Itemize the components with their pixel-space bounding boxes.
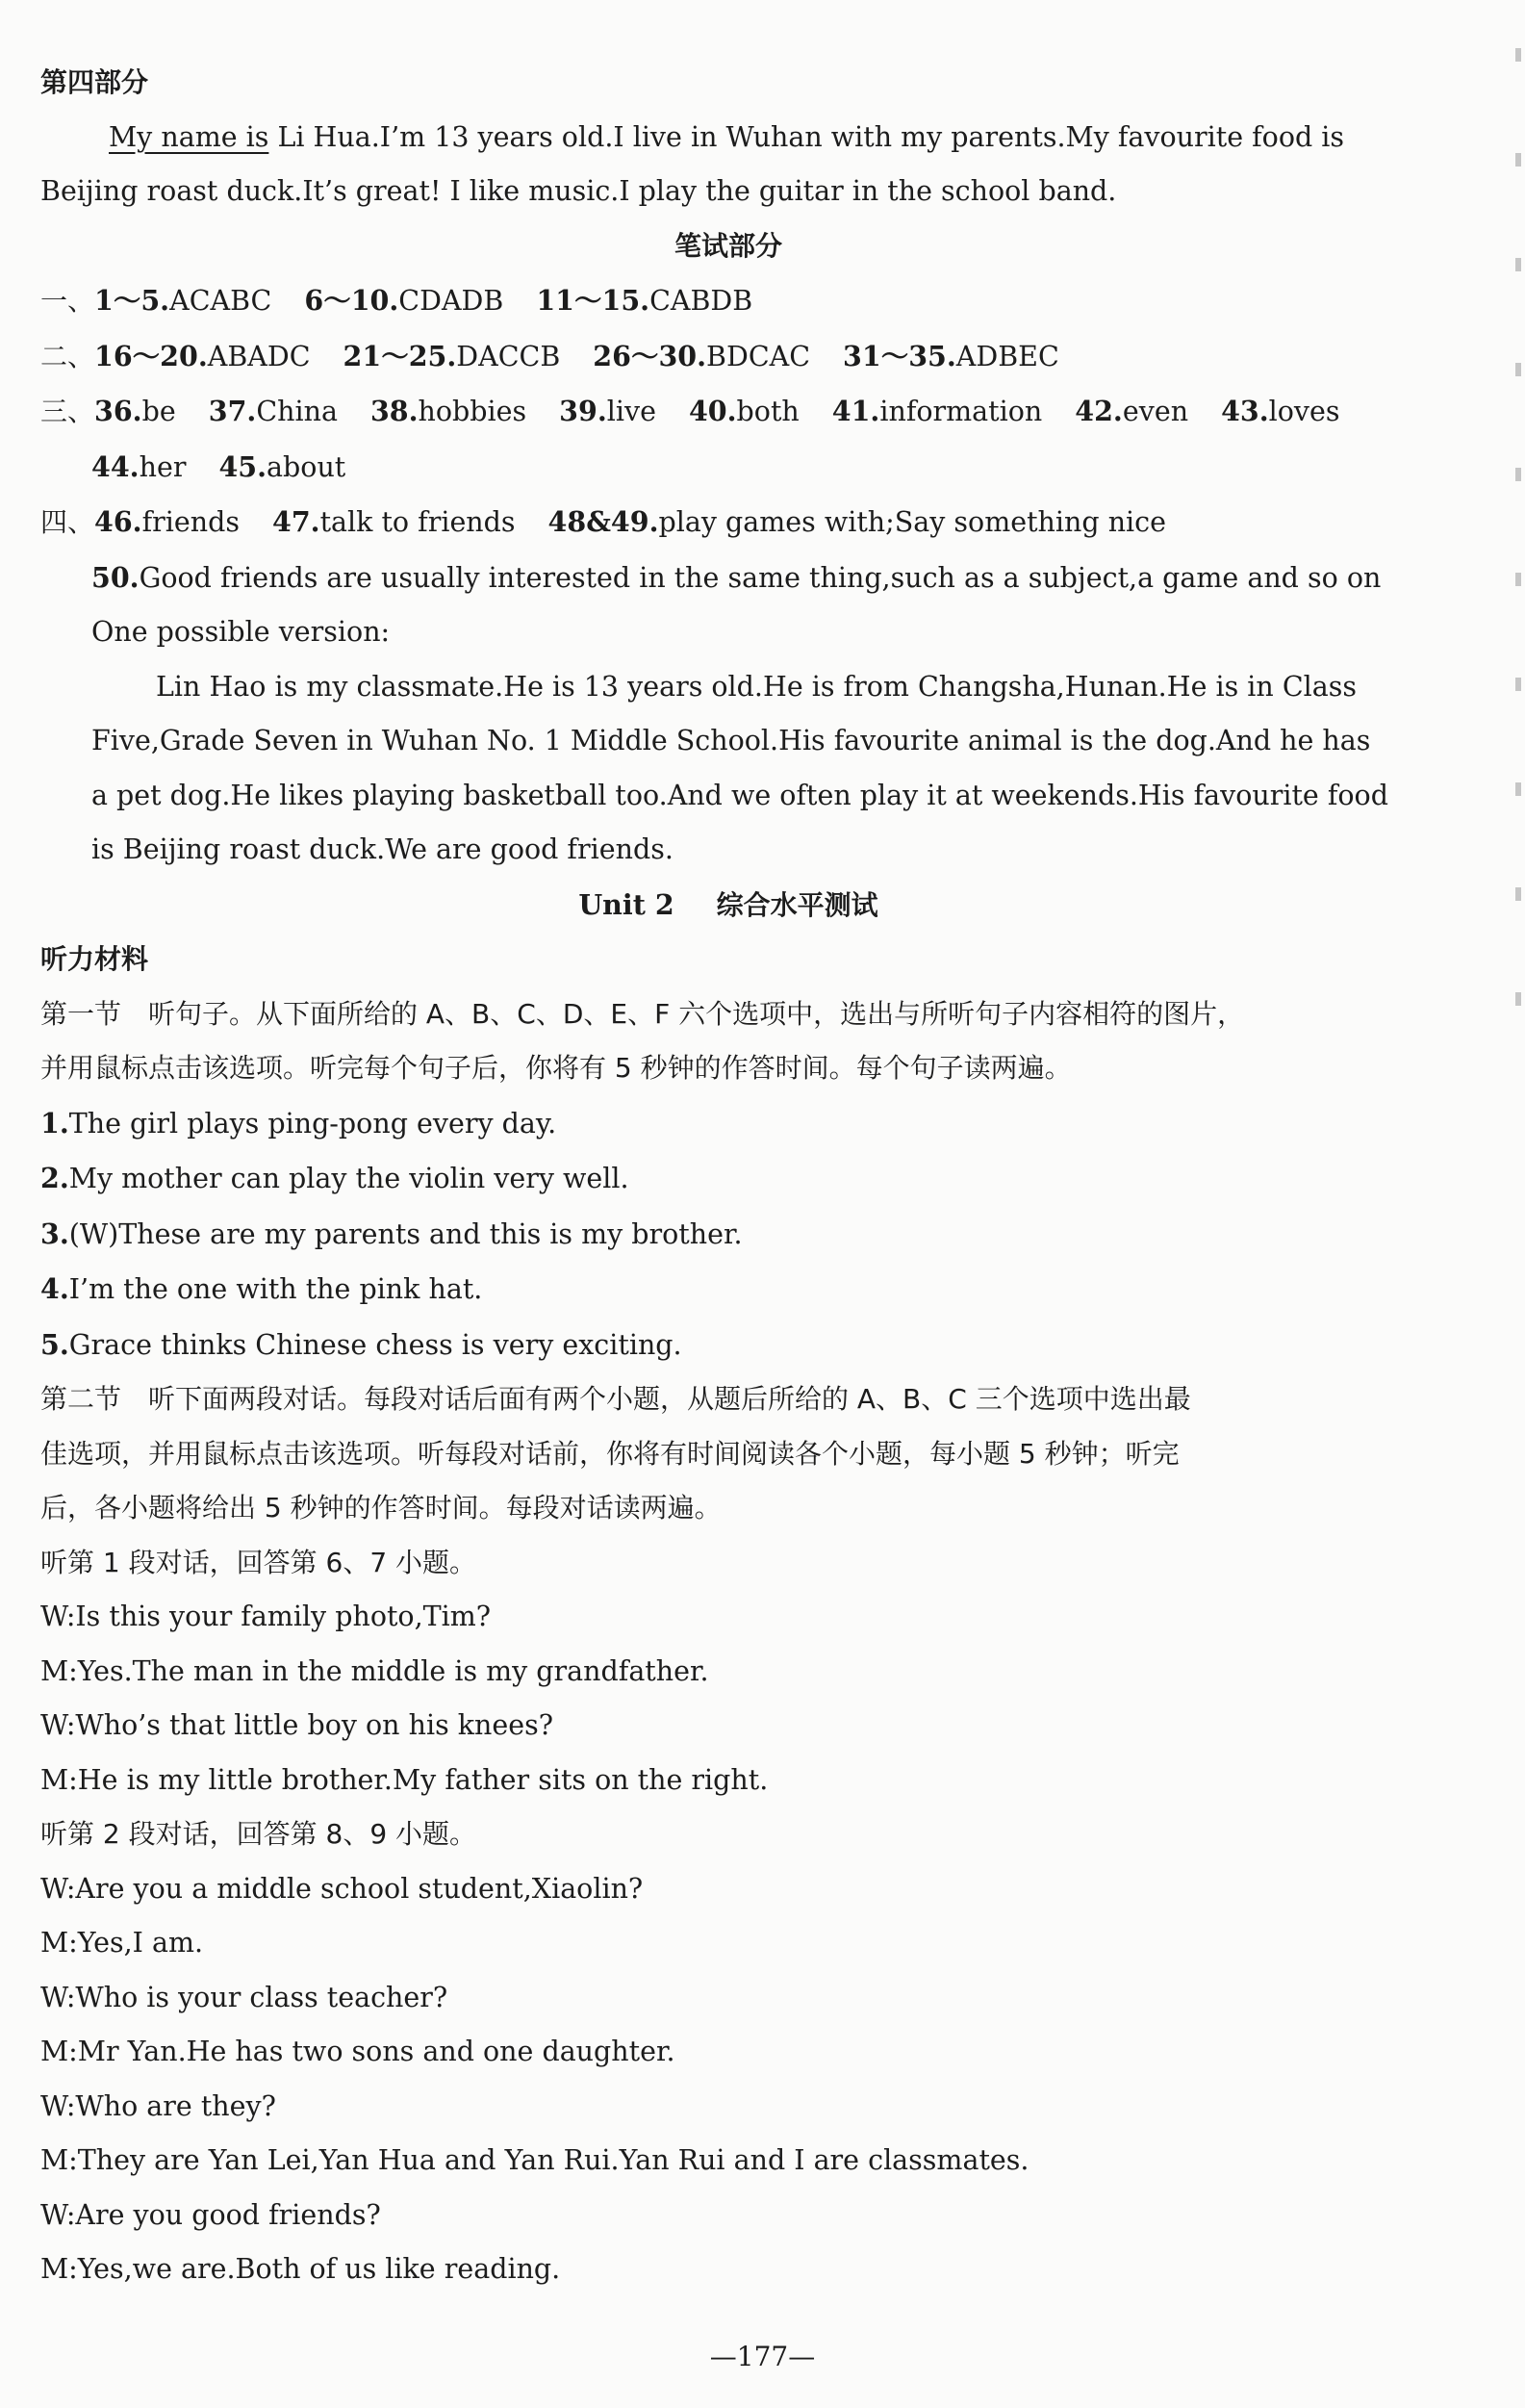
- essay-line-3: a pet dog.He likes playing basketball too.And we often play it at weekends.His favourite food: [91, 779, 1388, 811]
- answer-page: [40, 56, 1416, 2297]
- part4-heading: 第四部分: [40, 66, 149, 98]
- sentence-4: 4.I’m the one with the pink hat.: [40, 1272, 483, 1305]
- dialog2-line: W:Are you a middle school student,Xiaolin?: [40, 1872, 644, 1905]
- dialog1-line: M:He is my little brother.My father sits on the right.: [40, 1763, 769, 1796]
- essay-line-1: Lin Hao is my classmate.He is 13 years old.He is from Changsha,Hunan.He is in Class: [156, 670, 1357, 703]
- part4-text-line2: Beijing roast duck.It’s great! I like music.I play the guitar in the school band.: [40, 175, 1117, 207]
- dialog1-line: W:Is this your family photo,Tim?: [40, 1601, 492, 1632]
- section1-instructions-1: 第一节 听句子。从下面所给的 A、B、C、D、E、F 六个选项中，选出与所听句子内容相符的图片，: [40, 997, 1245, 1030]
- page-edge-bleed: [1506, 48, 1525, 2165]
- dialog2-line: M:Yes,I am.: [40, 1927, 204, 1959]
- part4-text-line1: My name is Li Hua.I’m 13 years old.I live in Wuhan with my parents.My favourite food is: [109, 120, 1345, 153]
- sentence-1: 1.The girl plays ping-pong every day.: [40, 1106, 557, 1140]
- dialog1-line: W:Who’s that little boy on his knees?: [40, 1709, 554, 1741]
- dialog2-line: M:Mr Yan.He has two sons and one daughter.: [40, 2036, 675, 2067]
- section2-instructions-1: 第二节 听下面两段对话。每段对话后面有两个小题，从题后所给的 A、B、C 三个选项中选出最: [40, 1383, 1191, 1415]
- dialog2-line: M:Yes,we are.Both of us like reading.: [40, 2253, 561, 2285]
- answer-row-3b: 44.her 45.about: [91, 449, 346, 483]
- answer-row-2: 二、16～20.ABADC 21～25.DACCB 26～30.BDCAC 31～35.ADBEC: [40, 339, 1059, 372]
- answer-row-4: 四、46.friends 47.talk to friends 48&49.play games with;Say something nice: [40, 505, 1166, 538]
- essay-line-4: is Beijing roast duck.We are good friends.: [91, 833, 674, 865]
- sentence-3: 3.(W)These are my parents and this is my brother.: [40, 1217, 743, 1250]
- essay-line-2: Five,Grade Seven in Wuhan No. 1 Middle School.His favourite animal is the dog.And he has: [91, 725, 1371, 756]
- dialog2-line: W:Are you good friends?: [40, 2198, 381, 2231]
- unit2-title: Unit 2 综合水平测试: [578, 887, 878, 921]
- dialog2-heading: 听第 2 段对话，回答第 8、9 小题。: [40, 1818, 477, 1850]
- dialog2-line: W:Who is your class teacher?: [40, 1981, 448, 2013]
- dialog2-line: W:Who are they?: [40, 2089, 276, 2122]
- sentence-2: 2.My mother can play the violin very well.: [40, 1162, 629, 1194]
- answer-row-3: 三、36.be 37.China 38.hobbies 39.live 40.both 41.information 42.even 43.loves: [40, 395, 1340, 427]
- dialog1-heading: 听第 1 段对话，回答第 6、7 小题。: [40, 1546, 477, 1578]
- section2-instructions-2: 佳选项，并用鼠标点击该选项。听每段对话前，你将有时间阅读各个小题，每小题 5 秒钟；听完: [40, 1437, 1180, 1470]
- page-number: —177—: [709, 2341, 816, 2372]
- section1-instructions-2: 并用鼠标点击该选项。听完每个句子后，你将有 5 秒钟的作答时间。每个句子读两遍。: [40, 1052, 1072, 1084]
- written-heading: 笔试部分: [674, 229, 782, 262]
- underlined-phrase: My name is: [109, 120, 269, 153]
- dialog2-line: M:They are Yan Lei,Yan Hua and Yan Rui.Yan Rui and I are classmates.: [40, 2144, 1029, 2176]
- dialog1-line: M:Yes.The man in the middle is my grandfather.: [40, 1654, 709, 1687]
- answer-row-1: 一、1～5.ACABC 6～10.CDADB 11～15.CABDB: [40, 284, 753, 317]
- listening-heading: 听力材料: [40, 943, 149, 975]
- sentence-5: 5.Grace thinks Chinese chess is very exciting.: [40, 1327, 682, 1361]
- version-label: One possible version:: [91, 616, 391, 648]
- section2-instructions-3: 后，各小题将给出 5 秒钟的作答时间。每段对话读两遍。: [40, 1492, 722, 1524]
- answer-50: 50.Good friends are usually interested in the same thing,such as a subject,a game and so on: [91, 560, 1382, 594]
